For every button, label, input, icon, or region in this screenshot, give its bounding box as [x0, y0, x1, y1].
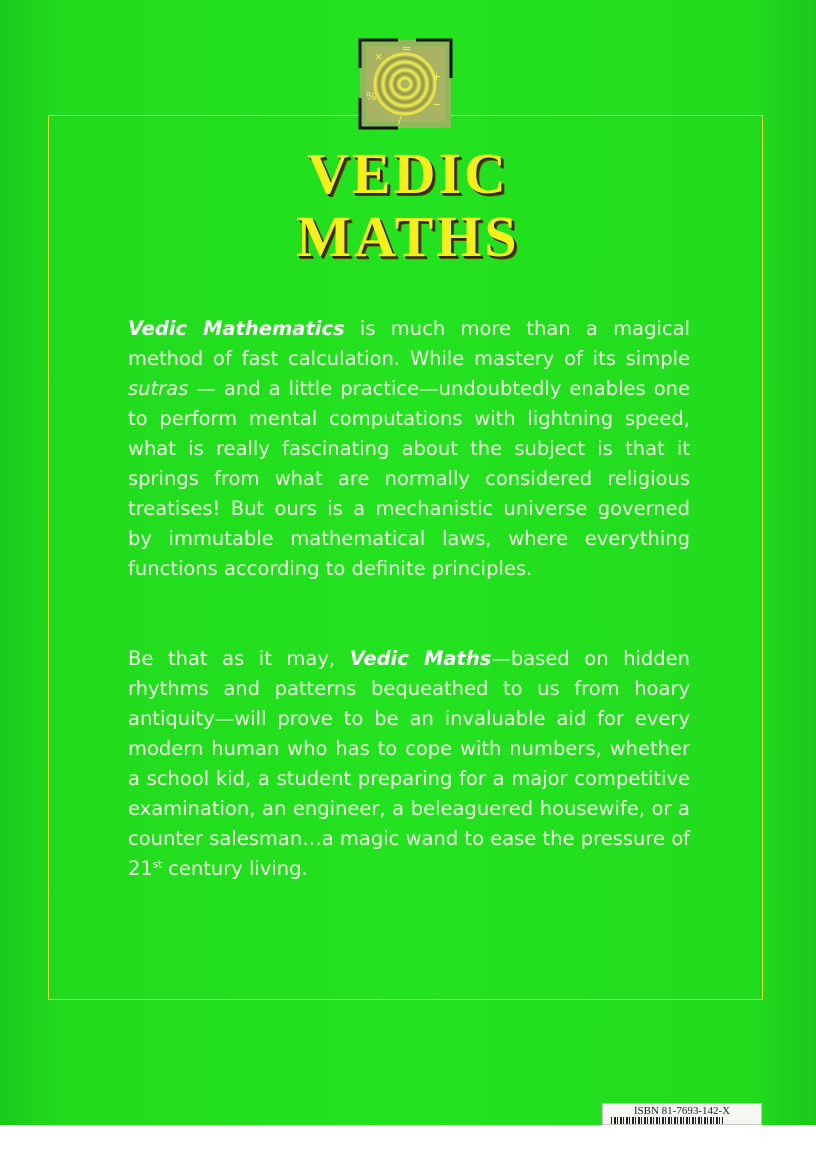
emblem-symbol-minus: − [432, 98, 442, 111]
paragraph-1-text-b: — and a little practice—undoubtedly enables one to perform mental computations with lightning speed, what is really fascinating about the subject is that it springs from what are normally considered religious treatises! But ours is a mechanistic universe governed by immutable mathematical laws, where everything functions according to definite principles. [128, 377, 690, 580]
description-paragraph-1 [128, 314, 690, 584]
emblem-symbol-percent: % [366, 90, 377, 103]
book-name-emphasis-2: Vedic Maths [349, 647, 492, 670]
emblem-symbol-plus: + [432, 70, 442, 83]
ordinal-suffix: st [152, 859, 162, 871]
emblem-symbol-divide: / [398, 114, 402, 127]
title-line-1: VEDIC [307, 141, 509, 206]
sutras-emphasis: sutras [128, 377, 189, 400]
barcode-icon [611, 1117, 723, 1124]
paragraph-1-text-a: is much more than a magical method of fast calculation. While mastery of its simple [128, 317, 690, 370]
book-name-emphasis: Vedic Mathematics [128, 317, 345, 340]
isbn-number: ISBN 81-7693-142-X [633, 1105, 731, 1117]
description-paragraph-2 [128, 644, 690, 884]
emblem-symbol-equals: = [402, 42, 412, 55]
paragraph-2-text-c: century living. [161, 857, 308, 880]
paragraph-2-text-a: Be that as it may, [128, 647, 350, 670]
emblem-symbol-times: × [374, 50, 384, 63]
paragraph-2-text-b: —based on hidden rhythms and patterns bequeathed to us from hoary antiquity—will prove to be an invaluable aid for every modern human who has to cope with numbers, whether a school kid, a student preparing for a major competitive examination, an engineer, a beleaguered housewife, or a counter salesman…a magic wand to ease the pressure of 21 [128, 647, 691, 880]
title-line-2: MATHS [296, 204, 520, 269]
isbn-sticker [602, 1103, 762, 1125]
spiral-math-symbols-icon [358, 38, 453, 130]
